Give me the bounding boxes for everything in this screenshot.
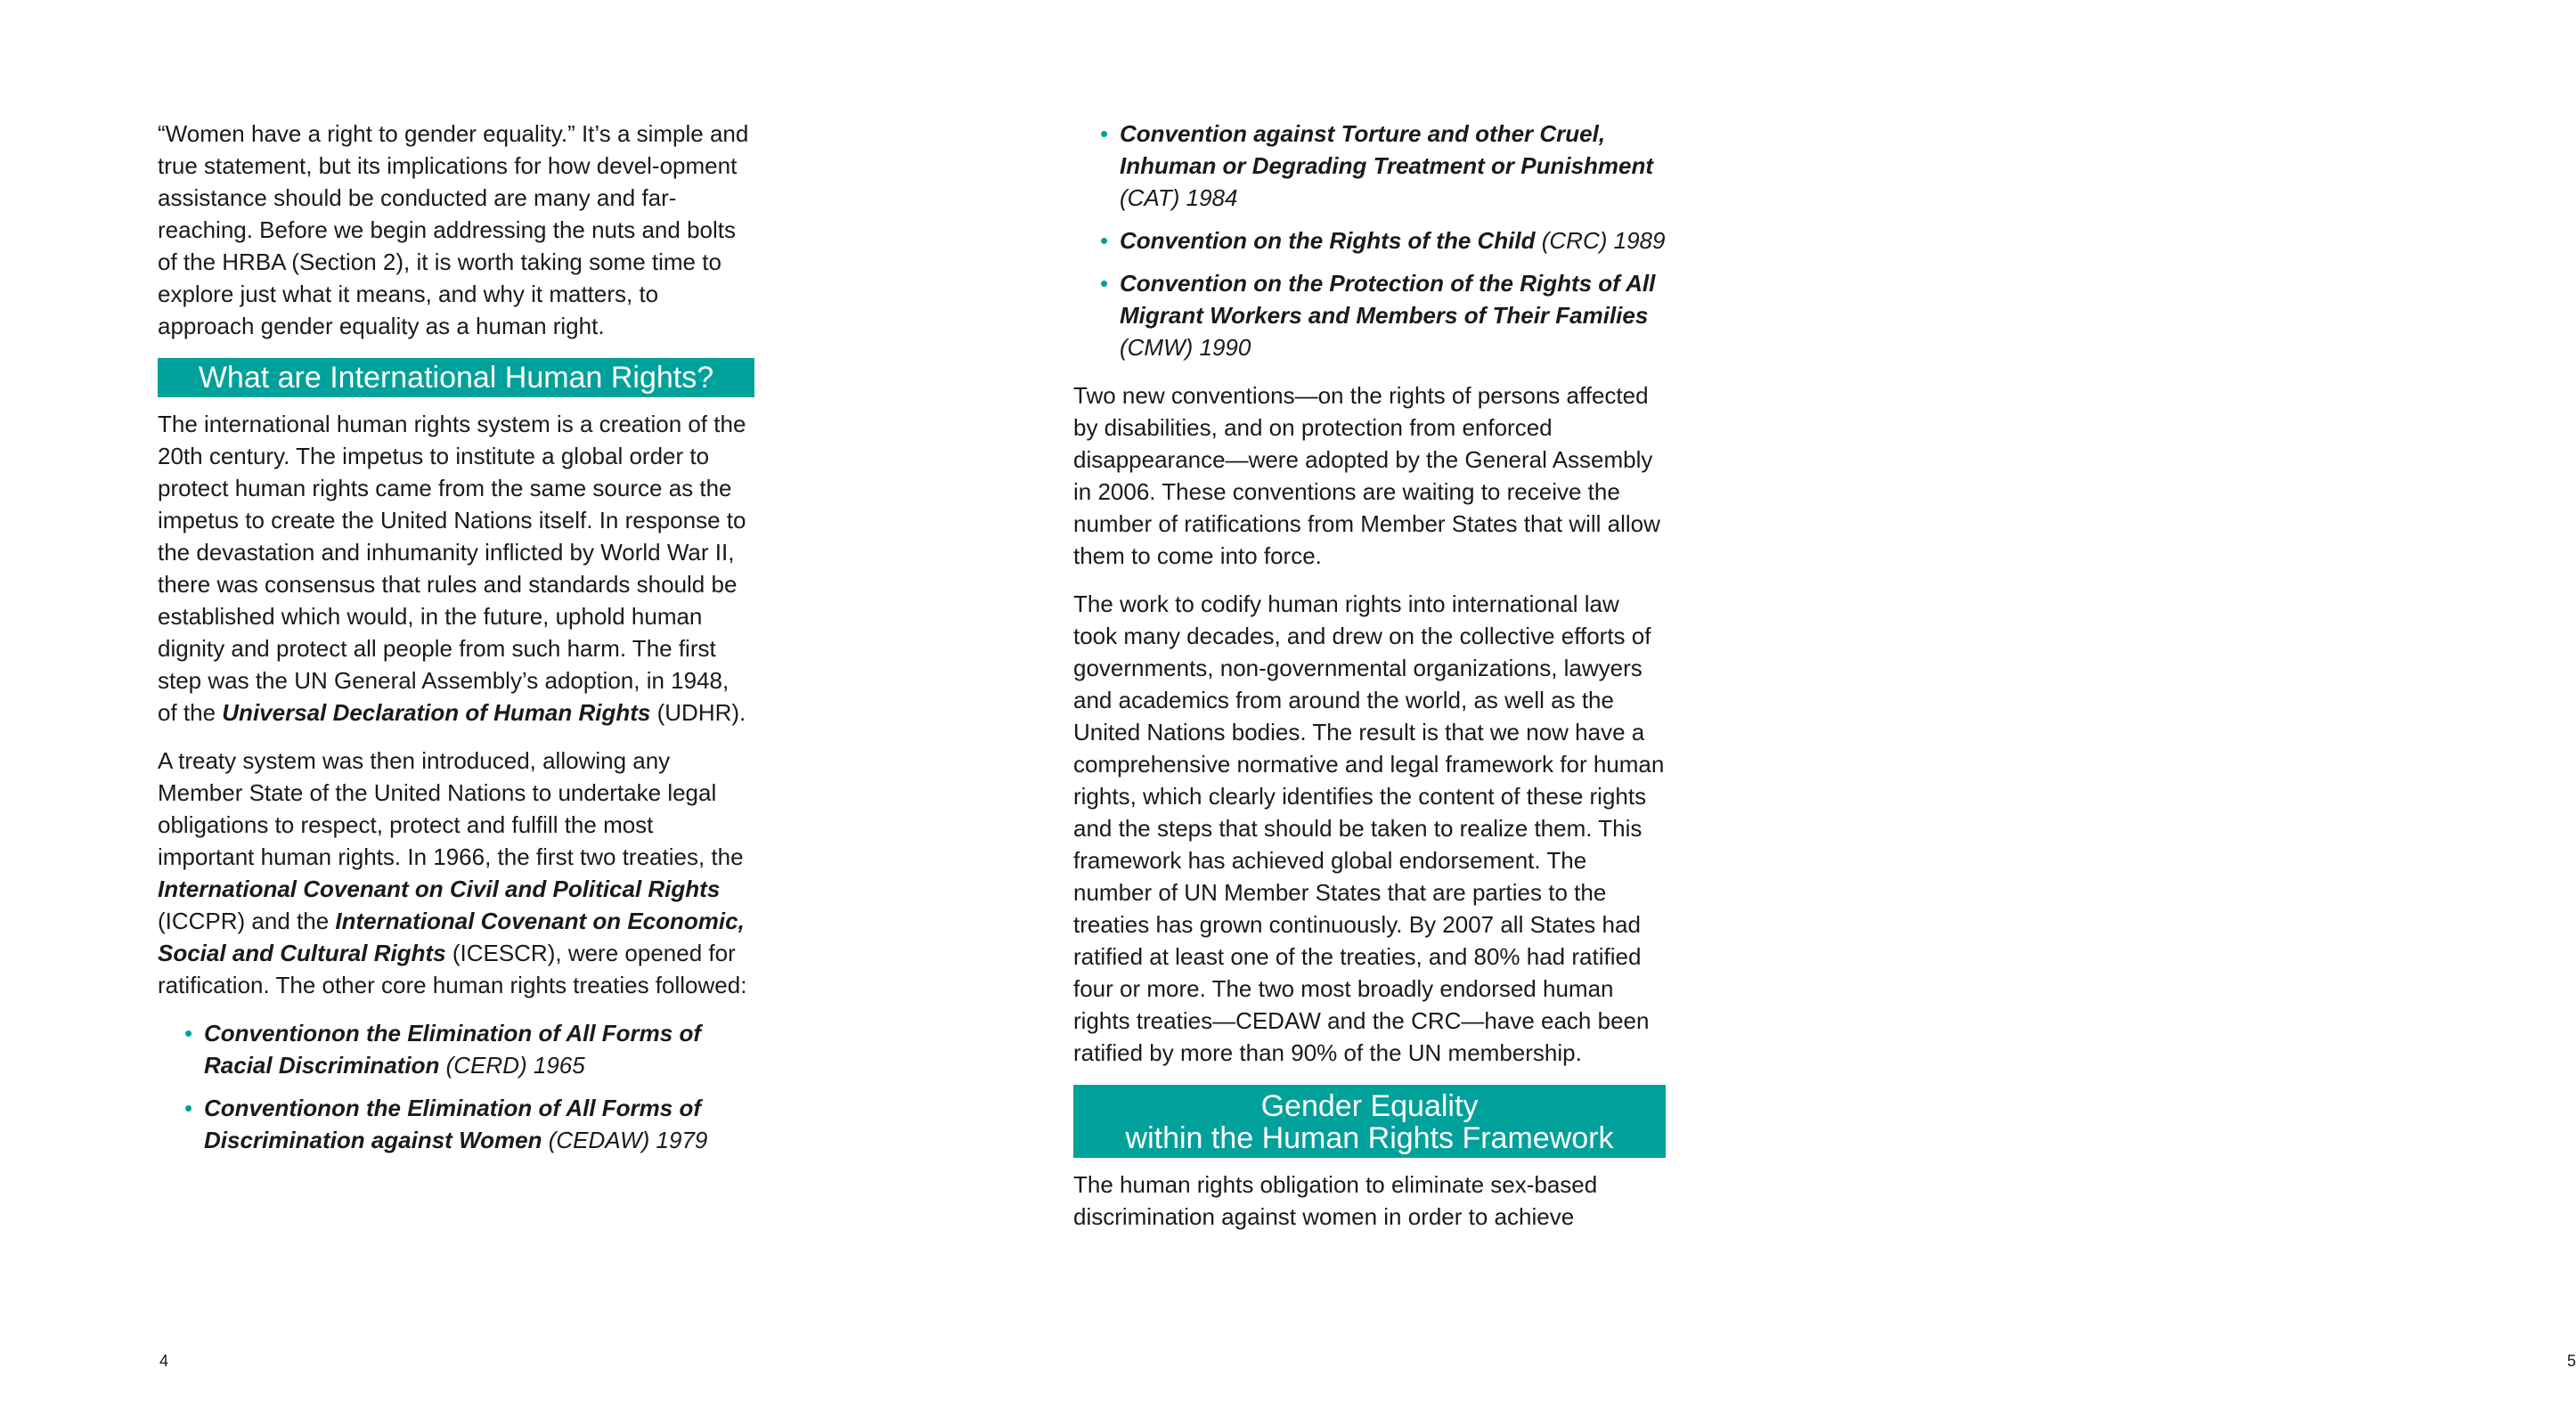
bullet-icon: • bbox=[184, 1095, 193, 1121]
convention-title: Conventionon the Elimination of All Forms of Discrimination against Women bbox=[204, 1095, 702, 1153]
right-convention-list bbox=[1073, 118, 1666, 363]
udhr-paragraph-text: The international human rights system is a creation of the 20th century. The impetus to institute a global order to protect human rights came from the same source as the impetus to create the United Nations itself. In response to the devastation and inhumanity inflicted by World War II, there was consensus that rules and standards should be established which would, in the future, uphold human dignity and protect all people from such harm. The first step was the UN General Assembly’s adoption, in 1948, of the bbox=[158, 411, 746, 726]
treaty-system-tail: (ICESCR), were opened for ratification. The other core human rights treaties followed: bbox=[158, 940, 747, 998]
heading-line-1: Gender Equality bbox=[1260, 1089, 1479, 1123]
bullet-icon: • bbox=[1100, 227, 1109, 254]
page-number-right: 5 bbox=[2567, 1352, 2576, 1370]
list-item bbox=[1073, 267, 1666, 363]
left-text-column bbox=[158, 118, 754, 1172]
section-heading-gender-equality bbox=[1073, 1085, 1666, 1158]
left-page bbox=[0, 0, 912, 1409]
bullet-icon: • bbox=[1100, 270, 1109, 297]
convention-title: Convention on the Rights of the Child bbox=[1120, 227, 1536, 254]
heading-line-2: within the Human Rights Framework bbox=[1125, 1121, 1614, 1155]
udhr-paragraph bbox=[158, 408, 754, 729]
right-text-column bbox=[1073, 118, 1666, 1249]
intro-paragraph: “Women have a right to gender equality.” It’s a simple and true statement, but its implications for how devel-opment assistance should be conducted are many and far-reaching. Before we begin addressing the nuts and bolts of the HRBA (Section 2), it is worth taking some time to explore just what it means, and why it matters, to approach gender equality as a human right. bbox=[158, 120, 749, 339]
iccpr-title: International Covenant on Civil and Political Rights bbox=[158, 876, 721, 902]
list-item bbox=[158, 1092, 754, 1156]
page-number-left: 4 bbox=[159, 1352, 169, 1370]
convention-title: Convention against Torture and other Cruel, Inhuman or Degrading Treatment or Punishment bbox=[1120, 120, 1654, 179]
convention-abbr-year: (CAT) 1984 bbox=[1120, 184, 1238, 211]
convention-title: Convention on the Protection of the Rights of All Migrant Workers and Members of Their Families bbox=[1120, 270, 1656, 329]
convention-abbr-year: (CERD) 1965 bbox=[439, 1052, 585, 1079]
icescr-title: International Covenant on Economic, Social and Cultural Rights bbox=[158, 908, 745, 966]
section-heading-international-human-rights: What are International Human Rights? bbox=[158, 358, 754, 397]
new-conventions-paragraph: Two new conventions—on the rights of persons affected by disabilities, and on protection from enforced disappearance—were adopted by the General Assembly in 2006. These conventions are waiting to receive the number of ratifications from Member States that will allow them to come into force. bbox=[1073, 382, 1660, 569]
treaty-system-text: A treaty system was then introduced, allowing any Member State of the United Nations to undertake legal obligations to respect, protect and fulfill the most important human rights. In 1966, the first two treaties, the bbox=[158, 747, 744, 870]
convention-title: Conventionon the Elimination of All Forms of Racial Discrimination bbox=[204, 1020, 702, 1079]
right-page bbox=[912, 0, 2576, 1409]
list-item bbox=[158, 1017, 754, 1081]
convention-abbr-year: (CMW) 1990 bbox=[1120, 334, 1251, 361]
convention-abbr-year: (CRC) 1989 bbox=[1535, 227, 1666, 254]
list-item bbox=[1073, 118, 1666, 214]
obligation-paragraph: The human rights obligation to eliminate sex-based discrimination against women in order to achieve bbox=[1073, 1171, 1598, 1230]
bullet-icon: • bbox=[184, 1020, 193, 1047]
treaty-system-paragraph bbox=[158, 745, 754, 1001]
bullet-icon: • bbox=[1100, 120, 1109, 147]
left-convention-list bbox=[158, 1017, 754, 1156]
iccpr-abbr: (ICCPR) and the bbox=[158, 908, 336, 934]
convention-abbr-year: (CEDAW) 1979 bbox=[542, 1127, 708, 1153]
list-item bbox=[1073, 224, 1666, 257]
udhr-title: Universal Declaration of Human Rights bbox=[222, 699, 651, 726]
udhr-abbr: (UDHR). bbox=[650, 699, 746, 726]
codify-paragraph: The work to codify human rights into international law took many decades, and drew on the collective efforts of governments, non-governmental organizations, lawyers and academics from around the world, as well as the United Nations bodies. The result is that we now have a comprehensive normative and legal framework for human rights, which clearly identifies the content of these rights and the steps that should be taken to realize them. This framework has achieved global endorsement. The number of UN Member States that are parties to the treaties has grown continuously. By 2007 all States had ratified at least one of the treaties, and 80% had ratified four or more. The two most broadly endorsed human rights treaties—CEDAW and the CRC—have each been ratified by more than 90% of the UN membership. bbox=[1073, 590, 1665, 1066]
